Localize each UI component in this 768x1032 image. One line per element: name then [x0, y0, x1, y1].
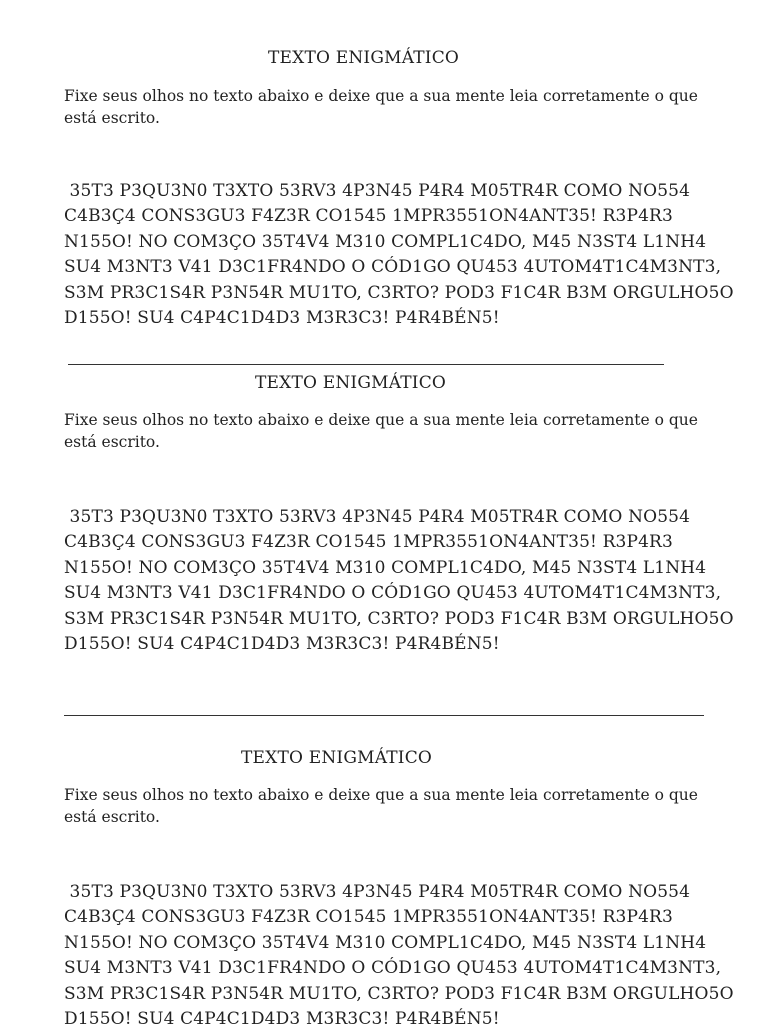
section-3-title: TEXTO ENIGMÁTICO — [241, 748, 433, 768]
puzzle-line: 35T3 P3QU3N0 T3XTO 53RV3 4P3N45 P4R4 M05TR4R COMO NO554 — [64, 181, 691, 201]
puzzle-line: D155O! SU4 C4P4C1D4D3 M3R3C3! P4R4BÉN5! — [64, 308, 500, 329]
puzzle-line: D155O! SU4 C4P4C1D4D3 M3R3C3! P4R4BÉN5! — [64, 1009, 500, 1030]
puzzle-line: C4B3Ç4 CONS3GU3 F4Z3R CO1545 1MPR3551ON4ANT35! R3P4R3 — [64, 907, 673, 928]
section-divider — [64, 715, 704, 716]
puzzle-line: SU4 M3NT3 V41 D3C1FR4NDO O CÓD1GO QU453 4UTOM4T1C4M3NT3, — [64, 583, 722, 604]
puzzle-line: C4B3Ç4 CONS3GU3 F4Z3R CO1545 1MPR3551ON4ANT35! R3P4R3 — [64, 206, 673, 227]
puzzle-line: N155O! NO COM3ÇO 35T4V4 M310 COMPL1C4DO, M45 N3ST4 L1NH4 — [64, 231, 707, 252]
section-2-title: TEXTO ENIGMÁTICO — [255, 373, 447, 393]
puzzle-line: SU4 M3NT3 V41 D3C1FR4NDO O CÓD1GO QU453 4UTOM4T1C4M3NT3, — [64, 958, 722, 979]
section-2-puzzle-text — [64, 505, 734, 657]
puzzle-line: SU4 M3NT3 V41 D3C1FR4NDO O CÓD1GO QU453 4UTOM4T1C4M3NT3, — [64, 257, 722, 278]
section-1-puzzle-text — [64, 179, 734, 331]
puzzle-line: D155O! SU4 C4P4C1D4D3 M3R3C3! P4R4BÉN5! — [64, 634, 500, 655]
puzzle-line: S3M PR3C1S4R P3N54R MU1TO, C3RTO? POD3 F1C4R B3M ORGULHO5O — [64, 282, 734, 303]
section-2-intro: Fixe seus olhos no texto abaixo e deixe que a sua mente leia corretamente o que está escrito. — [64, 411, 698, 451]
puzzle-line: C4B3Ç4 CONS3GU3 F4Z3R CO1545 1MPR3551ON4ANT35! R3P4R3 — [64, 532, 673, 553]
puzzle-line: S3M PR3C1S4R P3N54R MU1TO, C3RTO? POD3 F1C4R B3M ORGULHO5O — [64, 608, 734, 629]
puzzle-line: 35T3 P3QU3N0 T3XTO 53RV3 4P3N45 P4R4 M05TR4R COMO NO554 — [64, 507, 691, 527]
puzzle-line: S3M PR3C1S4R P3N54R MU1TO, C3RTO? POD3 F1C4R B3M ORGULHO5O — [64, 983, 734, 1004]
section-3-puzzle-text — [64, 880, 734, 1032]
puzzle-line: N155O! NO COM3ÇO 35T4V4 M310 COMPL1C4DO, M45 N3ST4 L1NH4 — [64, 932, 707, 953]
section-1-title: TEXTO ENIGMÁTICO — [268, 48, 460, 68]
section-divider — [68, 364, 664, 365]
puzzle-line: 35T3 P3QU3N0 T3XTO 53RV3 4P3N45 P4R4 M05TR4R COMO NO554 — [64, 882, 691, 902]
section-1-intro: Fixe seus olhos no texto abaixo e deixe que a sua mente leia corretamente o que está escrito. — [64, 87, 698, 127]
puzzle-line: N155O! NO COM3ÇO 35T4V4 M310 COMPL1C4DO, M45 N3ST4 L1NH4 — [64, 557, 707, 578]
section-3-intro: Fixe seus olhos no texto abaixo e deixe que a sua mente leia corretamente o que está escrito. — [64, 786, 698, 826]
